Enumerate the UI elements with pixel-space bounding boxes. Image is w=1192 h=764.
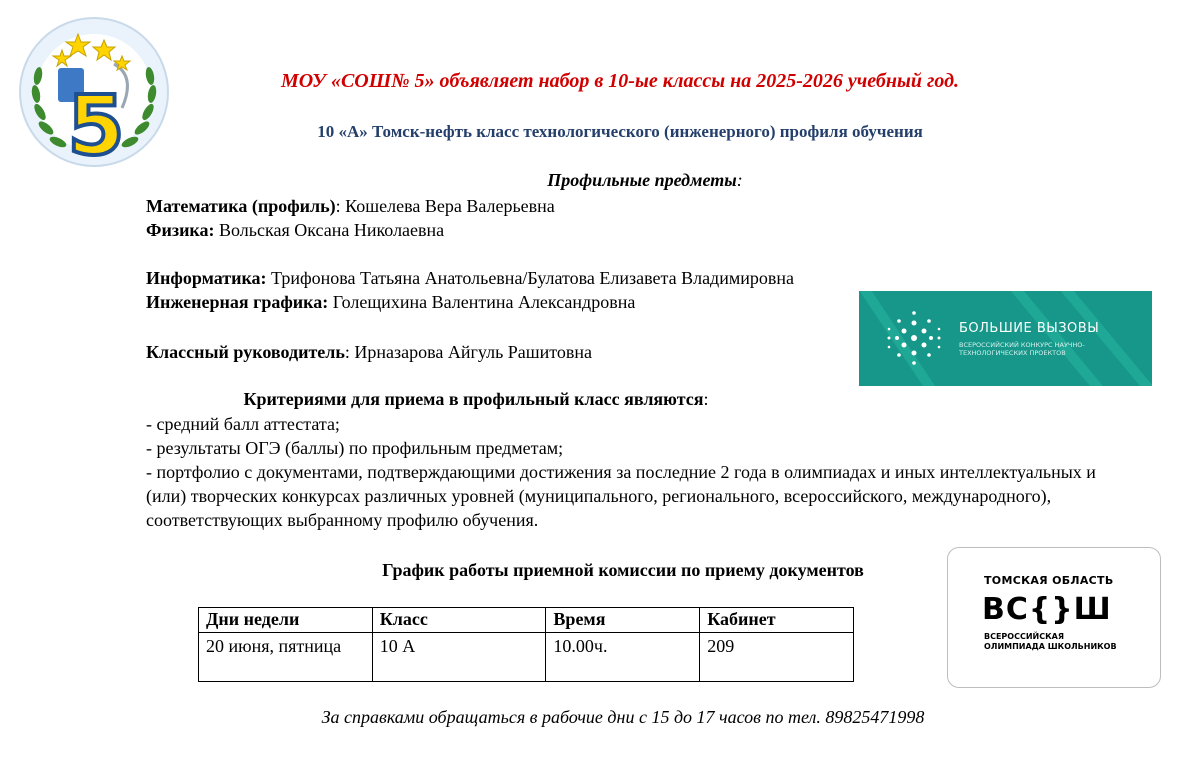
list-item: - средний балл аттестата; — [146, 414, 340, 434]
bolshie-vyzovy-banner — [859, 291, 1152, 386]
criteria-heading: Критериями для приема в профильный класс являются: — [243, 389, 709, 409]
subject-physics: Физика: Вольская Оксана Николаевна — [146, 220, 445, 240]
svg-text:5: 5 — [67, 79, 125, 168]
bv-subtitle: ВСЕРОССИЙСКИЙ КОНКУРС НАУЧНО-ТЕХНОЛОГИЧЕСКИХ ПРОЕКТОВ — [959, 341, 1085, 357]
class-profile-line: 10 «А» Томск-нефть класс технологического (инженерного) профиля обучения — [317, 122, 923, 141]
column-header: Дни недели — [199, 608, 373, 633]
vsosh-logo: ВС{}Ш — [982, 592, 1112, 627]
profile-subjects-heading: Профильные предметы: — [547, 170, 743, 190]
announcement-title: МОУ «СОШ№ 5» объявляет набор в 10-ые классы на 2025-2026 учебный год. — [280, 70, 960, 92]
table-cell: 20 июня, пятница — [199, 633, 373, 682]
table-cell: 10 А — [372, 633, 546, 682]
bv-title: БОЛЬШИЕ ВЫЗОВЫ — [959, 321, 1100, 336]
column-header: Класс — [372, 608, 546, 633]
subject-math: Математика (профиль): Кошелева Вера Валерьевна — [146, 196, 555, 216]
table-cell: 10.00ч. — [546, 633, 700, 682]
schedule-heading: График работы приемной комиссии по приему документов — [382, 560, 864, 580]
list-item: - портфолио с документами, подтверждающими достижения за последние 2 года в олимпиадах и иных интеллектуальных и (или) творческих конкурсах различных уровней (муниципального, регионального, всероссийского, международного), соответствующих выбранному профилю обучения. — [146, 462, 1096, 530]
subject-engineering-graphics: Инженерная графика: Голещихина Валентина Александровна — [146, 292, 636, 312]
school-logo — [18, 16, 170, 168]
schedule-table — [198, 607, 854, 682]
table-row — [199, 633, 854, 682]
table-header-row — [199, 608, 854, 633]
contact-footer: За справками обращаться в рабочие дни с 15 до 17 часов по тел. 89825471998 — [321, 707, 925, 727]
vsosh-region: ТОМСКАЯ ОБЛАСТЬ — [984, 574, 1114, 587]
criteria-list — [146, 412, 1106, 532]
column-header: Время — [546, 608, 700, 633]
list-item: - результаты ОГЭ (баллы) по профильным предметам; — [146, 438, 564, 458]
column-header: Кабинет — [700, 608, 854, 633]
class-teacher: Классный руководитель: Ирназарова Айгуль Рашитовна — [146, 342, 593, 362]
vsosh-badge — [947, 547, 1161, 688]
subject-informatics: Информатика: Трифонова Татьяна Анатольевна/Булатова Елизавета Владимировна — [146, 268, 794, 288]
table-cell: 209 — [700, 633, 854, 682]
banner-pattern-icon — [859, 291, 1152, 386]
vsosh-subtitle: ВСЕРОССИЙСКАЯ ОЛИМПИАДА ШКОЛЬНИКОВ — [984, 632, 1117, 651]
